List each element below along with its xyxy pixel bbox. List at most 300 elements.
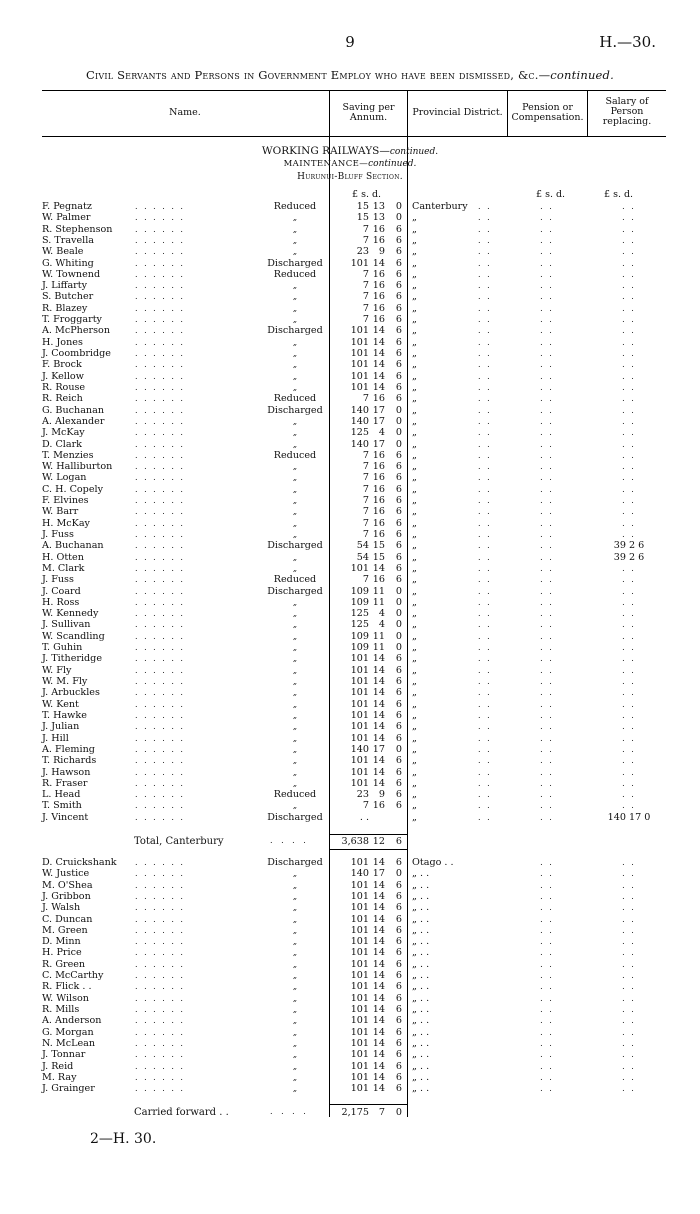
provincial-district: „ [412, 234, 417, 246]
action-reason: „ [292, 439, 298, 449]
employee-name: S. Travella [42, 234, 94, 246]
saving-shillings: 9 [378, 246, 385, 258]
action-reason: „ [292, 1072, 298, 1082]
district-dots: . . [478, 416, 492, 426]
saving-shillings: 14 [372, 890, 385, 902]
saving-pence: 6 [395, 709, 402, 721]
action-reason: „ [292, 631, 298, 641]
leader-dots: . . . . . . [135, 349, 185, 359]
leader-dots: . . . . . . [135, 654, 185, 664]
employee-name: J. Fuss [42, 574, 74, 586]
saving-pence: 6 [395, 766, 402, 778]
saving-pence: 6 [395, 687, 402, 699]
table-row [0, 280, 700, 291]
saving-pounds: 109 [350, 585, 369, 597]
saving-shillings: 11 [372, 596, 385, 608]
table-row [0, 325, 700, 336]
salary-replacing: . . [622, 1016, 636, 1026]
salary-replacing: . . [622, 790, 636, 800]
leader-dots: . . . . . . [135, 869, 185, 879]
district-dots: . . [478, 450, 492, 460]
pension-value: . . [540, 1084, 554, 1094]
pension-value: . . [540, 903, 554, 913]
saving-pence: 6 [395, 472, 402, 484]
employee-name: W. Halliburton [42, 461, 113, 473]
employee-name: H. Price [42, 947, 82, 959]
pension-value: . . [540, 281, 554, 291]
provincial-district: „ . . [412, 1015, 430, 1027]
action-reason: „ [292, 247, 298, 257]
leader-dots: . . . . . . [135, 699, 185, 709]
saving-pounds: 101 [350, 936, 369, 948]
leader-dots: . . . . . . [135, 710, 185, 720]
saving-shillings: 17 [372, 868, 385, 880]
saving-pounds: 101 [350, 687, 369, 699]
leader-dots: . . . . . . [135, 281, 185, 291]
district-dots: . . [478, 688, 492, 698]
pension-value: . . [540, 371, 554, 381]
action-reason: „ [292, 767, 298, 777]
district-dots: . . [478, 349, 492, 359]
pension-value: . . [540, 880, 554, 890]
saving-pounds: 7 [362, 280, 369, 292]
saving-pounds: 101 [350, 755, 369, 767]
saving-shillings: 16 [372, 268, 385, 280]
pension-value: . . [540, 247, 554, 257]
pension-value: . . [540, 213, 554, 223]
saving-pence: 6 [395, 291, 402, 303]
saving-pence: 6 [395, 981, 402, 993]
saving-pence: 6 [395, 947, 402, 959]
leader-dots: . . . . . . [135, 405, 185, 415]
action-reason: Discharged [267, 257, 323, 269]
provincial-district: „ [412, 698, 417, 710]
saving-pounds: 101 [350, 562, 369, 574]
leader-dots: . . . . . . [135, 778, 185, 788]
salary-replacing: . . [622, 914, 636, 924]
pension-value: . . [540, 224, 554, 234]
pension-value: . . [540, 439, 554, 449]
provincial-district: „ . . [412, 1071, 430, 1083]
saving-shillings: 11 [372, 630, 385, 642]
leader-dots: . . . . . . [135, 247, 185, 257]
pension-value: . . [540, 428, 554, 438]
saving-pounds: 7 [362, 461, 369, 473]
provincial-district: „ . . [412, 902, 430, 914]
leader-dots: . . . . . . [135, 631, 185, 641]
saving-pence: 0 [395, 201, 402, 212]
leader-dots: . . . . . . [135, 450, 185, 460]
table-row [0, 472, 700, 483]
provincial-district: „ [412, 811, 417, 823]
saving-shillings: 16 [372, 291, 385, 303]
district-dots: . . [478, 733, 492, 743]
provincial-district: „ [412, 642, 417, 654]
saving-pence: 6 [395, 325, 402, 337]
section-title-main: WORKING RAILWAYS— [261, 145, 390, 157]
employee-name: W. Kennedy [42, 608, 99, 620]
saving-pence: 0 [395, 427, 402, 439]
employee-name: T. Smith [42, 800, 82, 812]
salary-replacing: . . [622, 281, 636, 291]
leader-dots: . . . . . . [135, 575, 185, 585]
saving-shillings: 14 [372, 562, 385, 574]
action-reason: „ [292, 801, 298, 811]
provincial-district: „ [412, 687, 417, 699]
saving-pounds: 15 [356, 212, 369, 224]
salary-replacing: . . [622, 202, 636, 211]
table-row [0, 348, 700, 359]
table-row [0, 653, 700, 664]
leader-dots: . . . . . . [135, 507, 185, 517]
employee-name: W. Beale [42, 246, 84, 258]
pension-value: . . [540, 360, 554, 370]
salary-replacing: . . [622, 1038, 636, 1048]
saving-shillings: 15 [372, 540, 385, 552]
saving-pounds: 101 [350, 947, 369, 959]
saving-shillings: 4 [378, 619, 385, 631]
table-row [0, 269, 700, 280]
leader-dots: . . . . . . [135, 473, 185, 483]
district-dots: . . [478, 812, 492, 822]
pension-header-line-1: Pension or [522, 102, 573, 113]
column-header-name: Name. [169, 107, 201, 118]
action-reason: Discharged [267, 540, 323, 552]
table-row [0, 337, 700, 348]
pension-value: . . [540, 484, 554, 494]
page-number: 9 [345, 33, 355, 51]
action-reason: „ [292, 959, 298, 969]
salary-replacing: . . [622, 1027, 636, 1037]
table-row [0, 665, 700, 676]
saving-shillings: 14 [372, 913, 385, 925]
action-reason: „ [292, 213, 298, 223]
leader-dots: . . . . . . [135, 971, 185, 981]
pension-value: . . [540, 303, 554, 313]
salary-replacing: . . [622, 507, 636, 517]
saving-shillings: 16 [372, 472, 385, 484]
action-reason: „ [292, 620, 298, 630]
table-row [0, 1072, 700, 1083]
leader-dots: . . . . . . [135, 258, 185, 268]
salary-replacing: . . [622, 948, 636, 958]
saving-pounds: 15 [356, 201, 369, 212]
employee-name: J. Coard [42, 585, 81, 597]
saving-pence: 6 [395, 1083, 402, 1095]
saving-pence: 6 [395, 732, 402, 744]
saving-pence: 0 [395, 868, 402, 880]
saving-pounds: 109 [350, 630, 369, 642]
pension-value: . . [540, 891, 554, 901]
table-row [0, 495, 700, 506]
saving-pence: 6 [395, 1049, 402, 1061]
pension-value: . . [540, 541, 554, 551]
saving-shillings: 16 [372, 223, 385, 235]
leader-dots: . . . . . . [135, 552, 185, 562]
saving-pounds: 101 [350, 879, 369, 891]
provincial-district: „ [412, 291, 417, 303]
units-saving: £ s. d. [352, 189, 382, 200]
salary-replacing: . . [622, 597, 636, 607]
provincial-district: „ . . [412, 890, 430, 902]
action-reason: „ [292, 371, 298, 381]
employee-name: A. Fleming [42, 743, 95, 755]
leader-dots: . . . . . . [135, 235, 185, 245]
action-reason: „ [292, 224, 298, 234]
pension-value: . . [540, 925, 554, 935]
pension-value: . . [540, 1061, 554, 1071]
salary-replacing: . . [622, 1005, 636, 1015]
saving-pence: 6 [395, 257, 402, 269]
provincial-district: „ [412, 766, 417, 778]
table-row [0, 767, 700, 778]
provincial-district: „ . . [412, 1049, 430, 1061]
employee-name: W. Logan [42, 472, 87, 484]
salary-replacing: . . [622, 1050, 636, 1060]
pension-value: . . [540, 473, 554, 483]
leader-dots: . . . . . . [135, 1005, 185, 1015]
saving-pounds: 101 [350, 653, 369, 665]
salary-replacing: . . [622, 224, 636, 234]
saving-pence: 6 [395, 1071, 402, 1083]
employee-name: J. Reid [42, 1060, 74, 1072]
employee-name: H. Ross [42, 596, 80, 608]
table-row [0, 597, 700, 608]
action-reason: Reduced [273, 393, 317, 405]
employee-name: W. Barr [42, 506, 79, 518]
employee-name: J. Coombridge [42, 348, 111, 360]
table-row [0, 303, 700, 314]
action-reason: „ [292, 688, 298, 698]
leader-dots: . . . . . . [135, 518, 185, 528]
saving-pounds: 101 [350, 913, 369, 925]
provincial-district: „ [412, 336, 417, 348]
action-reason: „ [292, 778, 298, 788]
employee-name: W. Townend [42, 268, 101, 280]
pension-value: . . [540, 337, 554, 347]
provincial-district: „ [412, 381, 417, 393]
provincial-district: „ [412, 755, 417, 767]
action-reason: „ [292, 891, 298, 901]
saving-shillings: 16 [372, 234, 385, 246]
pension-value: . . [540, 1072, 554, 1082]
saving-pence: 6 [395, 540, 402, 552]
employee-name: T. Guhin [42, 642, 83, 654]
employee-name: J. Hill [42, 732, 69, 744]
saving-shillings: 16 [372, 495, 385, 507]
leader-dots: . . . . . . [135, 1084, 185, 1094]
table-row [0, 959, 700, 970]
saving-shillings: 14 [372, 947, 385, 959]
table-row [0, 812, 700, 823]
saving-pence: 6 [395, 664, 402, 676]
leader-dots: . . . . . . [135, 326, 185, 336]
pension-value: . . [540, 790, 554, 800]
saving-pence: 6 [395, 393, 402, 405]
saving-pence: 0 [395, 596, 402, 608]
provincial-district: „ [412, 619, 417, 631]
saving-pence: 6 [395, 992, 402, 1004]
table-row [0, 744, 700, 755]
leader-dots: . . . . . . [135, 677, 185, 687]
saving-pounds: 101 [350, 902, 369, 914]
saving-pence: 6 [395, 449, 402, 461]
employee-name: R. Green [42, 958, 86, 970]
employee-name: R. Blazey [42, 302, 88, 314]
action-reason: Reduced [273, 789, 317, 801]
salary-replacing: . . [622, 258, 636, 268]
saving-pounds: 101 [350, 924, 369, 936]
employee-name: J. Grainger [42, 1083, 95, 1095]
salary-replacing: . . [622, 801, 636, 811]
saving-pounds: 101 [350, 890, 369, 902]
action-reason: Discharged [267, 325, 323, 337]
district-dots: . . [478, 224, 492, 234]
district-dots: . . [478, 326, 492, 336]
saving-pounds: 101 [350, 981, 369, 993]
district-dots: . . [478, 643, 492, 653]
subsection-title-main: MAINTENANCE— [283, 159, 369, 169]
table-row [0, 1061, 700, 1072]
saving-shillings: 14 [372, 958, 385, 970]
total-pence: 6 [395, 836, 402, 847]
leader-dots: . . . . . . [135, 756, 185, 766]
table-header-bottom-rule [42, 136, 666, 137]
district-dots: . . [478, 484, 492, 494]
salary-replacing: . . [622, 959, 636, 969]
table-row [0, 224, 700, 235]
saving-shillings: 14 [372, 709, 385, 721]
saving-shillings: 17 [372, 404, 385, 416]
table-row [0, 880, 700, 891]
leader-dots: . . . . . . [135, 1050, 185, 1060]
district-dots: . . [478, 462, 492, 472]
pension-value: . . [540, 722, 554, 732]
salary-replacing: . . [622, 733, 636, 743]
saving-pence: 6 [395, 721, 402, 733]
leader-dots: . . . . . . [135, 416, 185, 426]
pension-value: . . [540, 982, 554, 992]
pension-value: . . [540, 959, 554, 969]
saving-pence: 6 [395, 506, 402, 518]
salary-replacing: . . [622, 292, 636, 302]
district-dots: . . [478, 699, 492, 709]
employee-name: J. Gribbon [42, 890, 91, 902]
saving-shillings: 14 [372, 336, 385, 348]
title-main: Civil Servants and Persons in Government Employ who have been dismissed, &c.— [86, 68, 551, 82]
footer-signature-reference: 2—H. 30. [90, 1131, 157, 1147]
saving-pence: 0 [395, 585, 402, 597]
pension-value: . . [540, 416, 554, 426]
saving-shillings: 9 [378, 789, 385, 801]
employee-name: D. Clark [42, 438, 82, 450]
saving-shillings: 4 [378, 427, 385, 439]
saving-pence: 6 [395, 302, 402, 314]
saving-pence: 0 [395, 608, 402, 620]
employee-name: W. Kent [42, 698, 79, 710]
action-reason: „ [292, 733, 298, 743]
salary-replacing: . . [622, 744, 636, 754]
saving-pounds: 125 [350, 608, 369, 620]
employee-name: R. Flick . . [42, 981, 92, 993]
saving-pounds: 7 [362, 234, 369, 246]
salary-replacing: . . [622, 360, 636, 370]
pension-value: . . [540, 812, 554, 822]
action-reason: „ [292, 315, 298, 325]
units-salary: £ s. d. [604, 189, 634, 200]
saving-pounds: 140 [350, 868, 369, 880]
district-dots: . . [478, 677, 492, 687]
employee-name: J. Walsh [42, 902, 81, 914]
saving-shillings: 17 [372, 743, 385, 755]
saving-pounds: 101 [350, 992, 369, 1004]
saving-shillings: 14 [372, 721, 385, 733]
salary-replacing: . . [622, 382, 636, 392]
pension-value: . . [540, 756, 554, 766]
saving-pence: 0 [395, 438, 402, 450]
leader-dots: . . . . . . [135, 914, 185, 924]
action-reason: „ [292, 914, 298, 924]
saving-pounds: 101 [350, 721, 369, 733]
district-dots: . . [478, 609, 492, 619]
saving-pence: 6 [395, 879, 402, 891]
saving-pence: 6 [395, 461, 402, 473]
saving-shillings: 16 [372, 393, 385, 405]
saving-pence: 6 [395, 958, 402, 970]
salary-replacing: . . [622, 982, 636, 992]
saving-shillings: 14 [372, 653, 385, 665]
table-row [0, 1015, 700, 1026]
leader-dots: . . . . . . [135, 529, 185, 539]
table-row [0, 235, 700, 246]
table-row [0, 484, 700, 495]
units-pension: £ s. d. [536, 189, 566, 200]
action-reason: „ [292, 473, 298, 483]
pension-value: . . [540, 269, 554, 279]
subsection-title-continued: continued. [368, 159, 417, 169]
action-reason: Discharged [267, 585, 323, 597]
provincial-district: „ [412, 664, 417, 676]
saving-pence: 6 [395, 223, 402, 235]
total-shillings: 12 [372, 836, 385, 847]
carried-pounds: 2,175 [341, 1107, 369, 1118]
saving-shillings: 14 [372, 325, 385, 337]
saving-pounds: 101 [350, 1004, 369, 1016]
action-reason: „ [292, 925, 298, 935]
leader-dots: . . . . . . [135, 812, 185, 822]
salary-replacing: . . [622, 925, 636, 935]
leader-dots: . . . . . . [135, 643, 185, 653]
saving-pence: 6 [395, 348, 402, 360]
employee-name: J. Hawson [42, 766, 91, 778]
leader-dots: . . . . . . [135, 620, 185, 630]
district-dots: . . [478, 269, 492, 279]
provincial-district: „ [412, 528, 417, 540]
saving-pence: 6 [395, 857, 402, 868]
carried-forward-label: Carried forward . . [134, 1107, 229, 1118]
pension-value: . . [540, 1027, 554, 1037]
table-row [0, 540, 700, 551]
action-reason: „ [292, 462, 298, 472]
employee-name: M. Ray [42, 1071, 77, 1083]
action-reason: „ [292, 529, 298, 539]
salary-replacing: . . [622, 688, 636, 698]
leader-dots: . . . . . . [135, 733, 185, 743]
carried-forward-saving [0, 1107, 700, 1118]
table-row [0, 993, 700, 1004]
saving-pounds: 125 [350, 619, 369, 631]
saving-pence: 6 [395, 268, 402, 280]
